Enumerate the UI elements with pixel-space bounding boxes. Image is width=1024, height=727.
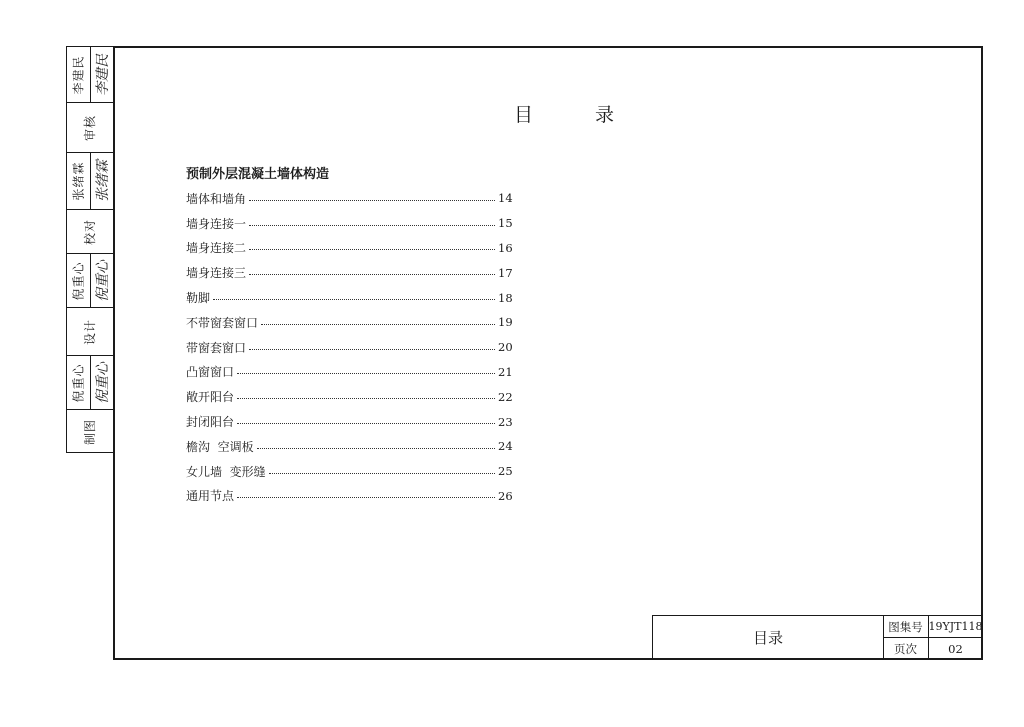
signature-cell-1	[67, 47, 113, 103]
toc-item-label: 女儿墙 变形缝	[186, 464, 266, 479]
person-name: 倪重心	[71, 362, 86, 403]
toc-item	[186, 260, 512, 285]
handwritten-signature: 倪重心	[94, 361, 111, 404]
toc-item	[186, 335, 512, 360]
atlas-number: 19YJT118	[929, 616, 982, 638]
toc-item-label: 墙身连接一	[186, 216, 247, 231]
role-cell-design	[67, 308, 113, 356]
toc-item-page: 23	[498, 414, 513, 429]
toc-leader-dots	[257, 448, 495, 449]
toc-item	[186, 384, 512, 409]
toc-item-page: 16	[498, 240, 513, 255]
toc-item-label: 敞开阳台	[186, 390, 235, 405]
page-title: 目 录	[514, 104, 643, 126]
toc-item-label: 墙身连接二	[186, 241, 247, 256]
toc-leader-dots	[237, 423, 495, 424]
toc-leader-dots	[249, 225, 495, 226]
toc-item	[186, 310, 512, 335]
toc-item-label: 檐沟 空调板	[186, 439, 254, 454]
role-label: 审核	[82, 114, 97, 141]
toc-leader-dots	[249, 274, 495, 275]
table-of-contents	[186, 186, 512, 508]
toc-leader-dots	[237, 497, 495, 498]
person-name: 倪重心	[71, 260, 86, 301]
toc-leader-dots	[237, 398, 495, 399]
handwritten-signature: 张绪霖	[94, 160, 111, 202]
toc-leader-dots	[249, 249, 495, 250]
toc-item-label: 墙体和墙角	[186, 191, 247, 206]
toc-item-page: 24	[498, 439, 513, 454]
toc-item	[186, 236, 512, 261]
title-block	[652, 615, 983, 660]
toc-item-label: 通用节点	[186, 489, 235, 504]
toc-item-page: 18	[498, 290, 513, 305]
page-number: 02	[948, 641, 963, 656]
toc-item-label: 带窗套窗口	[186, 340, 247, 355]
toc-item	[186, 211, 512, 236]
toc-item-page: 15	[498, 216, 513, 231]
role-label: 校对	[82, 218, 97, 245]
section-heading: 预制外层混凝土墙体构造	[186, 167, 330, 182]
toc-item	[186, 360, 512, 385]
toc-item-page: 25	[498, 464, 513, 479]
signature-strip	[66, 46, 113, 453]
toc-item-page: 14	[498, 191, 513, 206]
signature-cell-3	[67, 254, 113, 308]
toc-item-page: 20	[498, 340, 513, 355]
drawing-name: 目录	[653, 616, 884, 659]
toc-item-label: 凸窗窗口	[186, 365, 235, 380]
signature-cell-4	[67, 356, 113, 410]
atlas-label: 图集号	[883, 616, 929, 638]
toc-item	[186, 434, 512, 459]
toc-item-page: 21	[498, 364, 513, 379]
role-cell-drafting	[67, 410, 113, 453]
toc-item-label: 不带窗套窗口	[186, 315, 259, 330]
toc-item	[186, 484, 512, 509]
toc-leader-dots	[249, 349, 495, 350]
toc-item	[186, 409, 512, 434]
toc-item-page: 22	[498, 389, 513, 404]
toc-leader-dots	[269, 473, 495, 474]
role-cell-review	[67, 103, 113, 153]
toc-item	[186, 285, 512, 310]
toc-leader-dots	[249, 200, 495, 201]
role-label: 制图	[82, 418, 97, 445]
person-name: 张绪霖	[71, 161, 86, 201]
role-cell-proofread	[67, 210, 113, 254]
toc-item-label: 墙身连接三	[186, 266, 247, 281]
role-label: 设计	[82, 318, 97, 345]
signature-cell-2	[67, 153, 113, 210]
toc-item-page: 17	[498, 265, 513, 280]
toc-leader-dots	[261, 324, 495, 325]
handwritten-signature: 倪重心	[94, 259, 111, 302]
person-name: 李建民	[71, 54, 86, 95]
toc-item-page: 26	[498, 488, 513, 503]
toc-leader-dots	[237, 373, 495, 374]
toc-leader-dots	[213, 299, 495, 300]
toc-item	[186, 186, 512, 211]
toc-item	[186, 459, 512, 484]
page-label: 页次	[883, 638, 929, 659]
handwritten-signature: 李建民	[94, 53, 111, 96]
toc-item-label: 勒脚	[186, 291, 211, 306]
toc-item-page: 19	[498, 315, 513, 330]
toc-item-label: 封闭阳台	[186, 415, 235, 430]
